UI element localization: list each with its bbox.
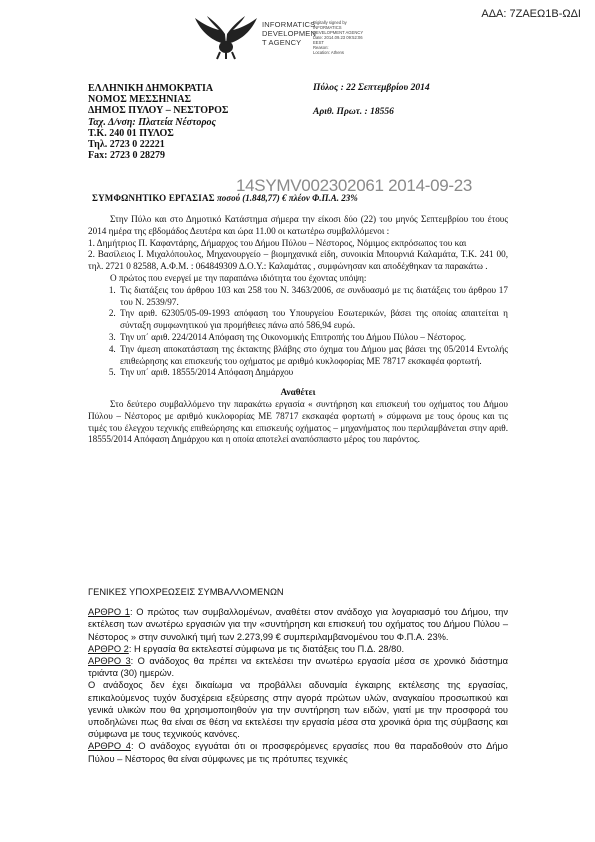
obligations-heading: ΓΕΝΙΚΕΣ ΥΠΟΧΡΕΩΣΕΙΣ ΣΥΜΒΑΛΛΟΜΕΝΩΝ bbox=[88, 587, 284, 597]
document-meta bbox=[313, 83, 430, 131]
party-2: 2. Βασίλειος Ι. Μιχαλόπουλος, Μηχανουργείο – βιομηχανικά είδη, συνοικία Μπουρνιά Καλαμάτα, Τ.Κ. 241 00, τηλ. 2721 0 82588, Α.Φ.Μ. : 064849309 Δ.Ο.Υ.: Καλαμάτας , συμφώνησαν και αποδέχθηκαν τα παρακάτω . bbox=[88, 249, 508, 272]
document-title: ΣΥΜΦΩΝΗΤΙΚΟ ΕΡΓΑΣΙΑΣ ποσού (1.848,77) € πλέον Φ.Π.Α. 23% bbox=[92, 193, 358, 203]
agreement-body bbox=[88, 214, 508, 446]
first-party-intro: Ο πρώτος που ενεργεί με την παραπάνω ιδιότητα του έχοντας υπόψη: bbox=[110, 272, 367, 283]
document-date: Πύλος : 22 Σεπτεμβρίου 2014 bbox=[313, 83, 430, 93]
address-line: Ταχ. Δ/νση: Πλατεία Νέστορος bbox=[88, 116, 216, 128]
assigns-heading: Αναθέτει bbox=[280, 387, 316, 398]
postcode-line: Τ.Κ. 240 01 ΠΥΛΟΣ bbox=[88, 127, 174, 139]
list-item: 4. Την άμεση αποκατάσταση της έκτακτης βλάβης στο όχημα του Δήμου μας βάσει της 05/2014 Εντολής επιθεώρησης και επισκευής του οχήματος με αριθμό κυκλοφορίας ΜΕ 78717 εκσκαφέα φορτωτή. bbox=[118, 344, 508, 368]
obligations-section bbox=[88, 586, 508, 765]
protocol-number: Αριθ. Πρωτ. : 18556 bbox=[313, 107, 394, 117]
considerations-list bbox=[88, 285, 508, 379]
article-3-continued: Ο ανάδοχος δεν έχει δικαίωμα να προβάλλει αδυναμία έγκαιρης εκτέλεσης της εργασίας, επικαλούμενος τυχόν δυσχέρεια εξεύρεσης στην αγορά πρώτων υλών, αναγκαίου προσωπικού και γενικά υλικών που θα χρησιμοποιηθούν για την συντήρηση των ειδών, γιατί με την προσφορά του υποδηλώνει πως θα είναι σε θέση να εκτελέσει την εργασία μέσα στα χρονικά όρια της σύμβασης και σύμφωνα με τους τεχνικούς κανόνες. bbox=[88, 680, 508, 740]
agency-signature-label: INFORMATICS DEVELOPMEN T AGENCY bbox=[262, 20, 317, 47]
country-line: ΕΛΛΗΝΙΚΗ ΔΗΜΟΚΡΑΤΙΑ bbox=[88, 83, 214, 94]
list-item: 1. Τις διατάξεις του άρθρου 103 και 258 του Ν. 3463/2006, σε συνδυασμό με τις διατάξεις του άρθρου 17 του Ν. 2539/97. bbox=[118, 285, 508, 309]
intro-paragraph: Στην Πύλο και στο Δημοτικό Κατάστημα σήμερα την είκοσι δύο (22) του μηνός Σεπτεμβρίου του έτους 2014 ημέρα της εβδομάδος Δευτέρα και ώρα 11.00 οι κατωτέρω συμβαλλόμενοι : bbox=[88, 214, 508, 236]
article-4: ΑΡΘΡΟ 4: Ο ανάδοχος εγγυάται ότι οι προσφερόμενες εργασίες που θα παραδοθούν στο Δήμο Πύλου – Νέστορος θα είναι σύμφωνες με τις πρότυπες τεχνικές bbox=[88, 741, 508, 764]
article-2: ΑΡΘΡΟ 2: Η εργασία θα εκτελεστεί σύμφωνα με τις διατάξεις του Π.Δ. 28/80. bbox=[88, 643, 405, 654]
municipality-line: ΔΗΜΟΣ ΠΥΛΟΥ – ΝΕΣΤΟΡΟΣ bbox=[88, 105, 229, 117]
list-item: 5. Την υπ΄ αριθ. 18555/2014 Απόφαση Δημάρχου bbox=[118, 367, 508, 379]
greek-emblem-logo bbox=[193, 14, 259, 60]
fax-line: Fax: 2723 0 28279 bbox=[88, 150, 165, 162]
diavgeia-stamp: 14SYMV002302061 2014-09-23 bbox=[236, 176, 473, 195]
article-1: ΑΡΘΡΟ 1: Ο πρώτος των συμβαλλομένων, αναθέτει στον ανάδοχο για λογαριασμό του Δήμου, την εκτέλεση των ανωτέρω εργασιών για την «συντήρηση και επισκευή του οχήματος του Δήμου Πύλου – Νέστορος » στην συνολική τιμή των 2.273,99 € συμπεριλαμβανομένου του Φ.Π.Α. 23%. bbox=[88, 607, 508, 642]
party-1: 1. Δημήτριος Π. Καφαντάρης, Δήμαρχος του Δήμου Πύλου – Νέστορος, Νόμιμος εκπρόσωπος του και bbox=[88, 237, 467, 248]
list-item: 3. Την υπ΄ αριθ. 224/2014 Απόφαση της Οικονομικής Επιτροπής του Δήμου Πύλου – Νέστορος. bbox=[118, 332, 508, 344]
digital-signature-details: Digitally signed by INFORMATICS DEVELOPMENT AGENCY Date: 2014.09.23 09:52:06 EEST Reason: Location: Athens bbox=[313, 20, 364, 55]
article-3: ΑΡΘΡΟ 3: Ο ανάδοχος θα πρέπει να εκτελέσει την ανωτέρω εργασία μέσα σε χρονικό διάστημα τριάντα (30) ημερών. bbox=[88, 656, 508, 679]
phone-line: Τηλ. 2723 0 22221 bbox=[88, 139, 165, 151]
letterhead bbox=[88, 83, 228, 161]
ada-code: ΑΔΑ: 7ΖΑΕΩ1Β-ΩΔΙ bbox=[481, 8, 581, 20]
list-item: 2. Την αριθ. 62305/05-09-1993 απόφαση του Υπουργείου Εσωτερικών, βάσει της οποίας απαιτείται η σύνταξη συμφωνητικού για προμήθειες πάνω από 586,94 ευρώ. bbox=[118, 308, 508, 332]
assigns-paragraph: Στο δεύτερο συμβαλλόμενο την παρακάτω εργασία « συντήρηση και επισκευή του οχήματος του Δήμου Πύλου – Νέστορος με αριθμό κυκλοφορίας ΜΕ 78717 εκσκαφέα φορτωτή » σύμφωνα με τους όρους και τις τιμές του έλεγχου τεχνικής επιθεώρησης και επισκευής οχήματος – μηχανήματος που περιλαμβάνεται στην αριθ. 18555/2014 Απόφαση Δημάρχου και η οποία αποτελεί αναπόσπαστο μέρος του παρόντος. bbox=[88, 398, 508, 445]
prefecture-line: ΝΟΜΟΣ ΜΕΣΣΗΝΙΑΣ bbox=[88, 94, 192, 106]
